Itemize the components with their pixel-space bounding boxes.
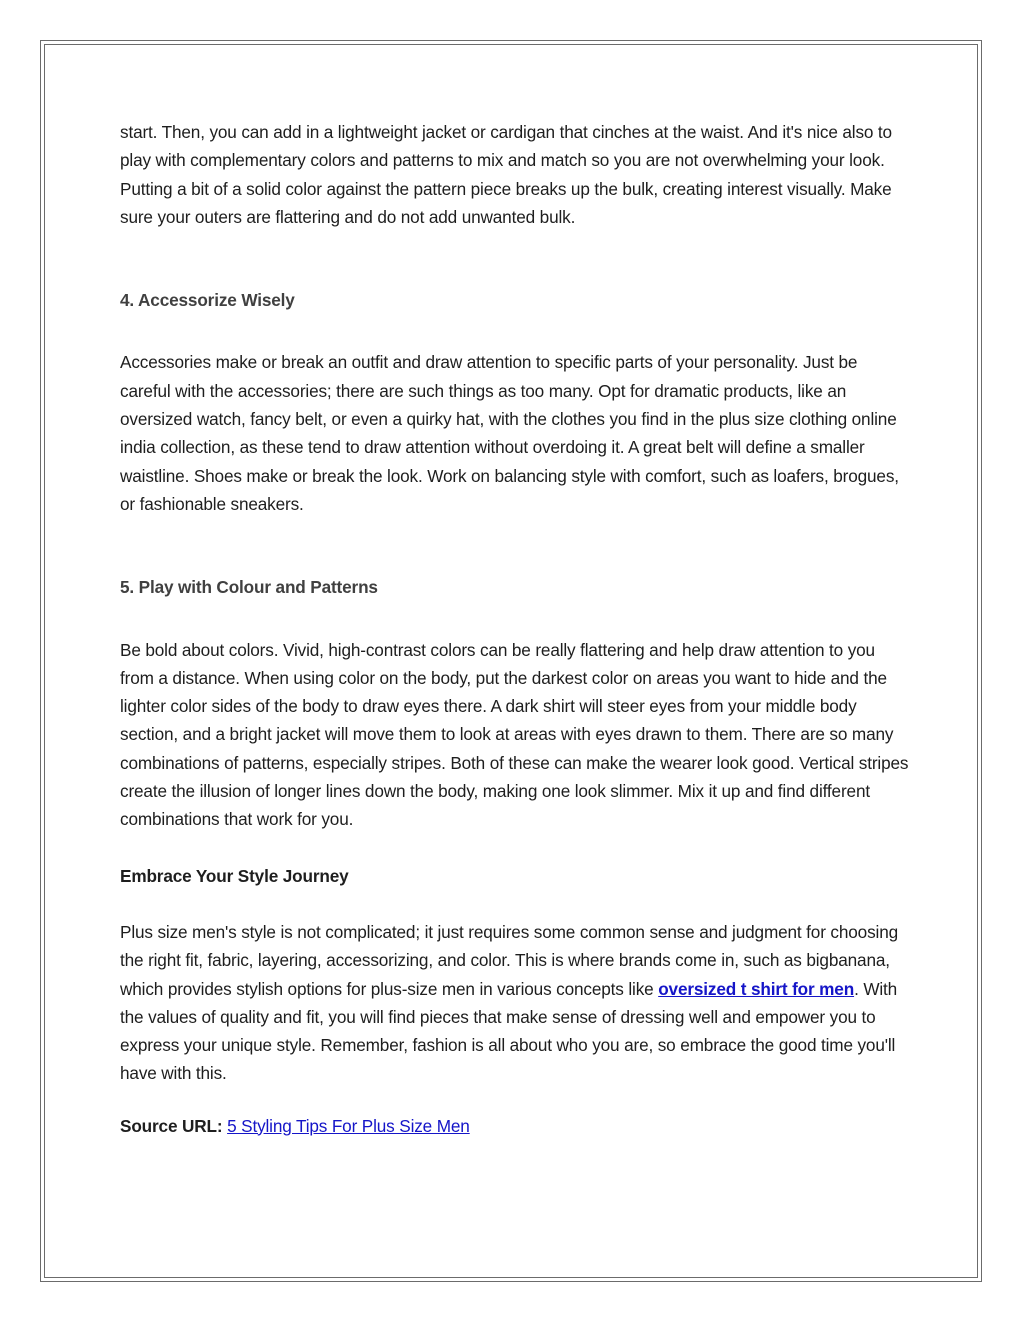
oversized-tshirt-link[interactable]: oversized t shirt for men — [658, 978, 855, 999]
section-heading-colour-patterns: 5. Play with Colour and Patterns — [120, 577, 378, 598]
paragraph-text-before-link: Plus size men's style is not complicated; it just requires some common sense and judgment for choosing the right fit, fabric, layering, accessorizing, and color. This is where brands come in, such as bigbanana, which provides stylish options for plus-size men in various concepts like — [120, 921, 899, 999]
source-label: Source URL: — [120, 1115, 223, 1136]
document-body — [120, 118, 910, 1140]
source-line — [120, 1112, 910, 1140]
source-link[interactable]: 5 Styling Tips For Plus Size Men — [227, 1115, 470, 1136]
section-paragraph-style-journey — [120, 918, 910, 1088]
intro-paragraph: start. Then, you can add in a lightweight jacket or cardigan that cinches at the waist. And it's nice also to play with complementary colors and patterns to mix and match so you are not overwhelming your look. Putting a bit of a solid color against the pattern piece breaks up the bulk, creating interest visually. Make sure your outers are flattering and do not add unwanted bulk. — [120, 122, 892, 227]
section-paragraph-colour-patterns: Be bold about colors. Vivid, high-contrast colors can be really flattering and help draw attention to you from a distance. When using color on the body, put the darkest color on areas you want to hide and the lighter color sides of the body to draw eyes there. A dark shirt will steer eyes from your middle body section, and a bright jacket will move them to look at areas with eyes drawn to them. There are so many combinations of patterns, especially stripes. Both of these can make the wearer look good. Vertical stripes create the illusion of longer lines down the body, making one look slimmer. Mix it up and find different combinations that work for you. — [120, 639, 909, 830]
section-heading-accessorize: 4. Accessorize Wisely — [120, 290, 295, 311]
paragraph-text-after-link: . With the values of quality and fit, you will find pieces that make sense of dressing well and empower you to express your unique style. Remember, fashion is all about who you are, so embrace the good time you'll have with this. — [120, 978, 898, 1084]
section-paragraph-accessorize: Accessories make or break an outfit and draw attention to specific parts of your personality. Just be careful with the accessories; there are such things as too many. Opt for dramatic products, like an oversized watch, fancy belt, or even a quirky hat, with the clothes you find in the plus size clothing online india collection, as these tend to draw attention without overdoing it. A great belt will define a smaller waistline. Shoes make or break the look. Work on balancing style with comfort, such as loafers, brogues, or fashionable sneakers. — [120, 352, 899, 514]
section-heading-style-journey: Embrace Your Style Journey — [120, 865, 349, 886]
